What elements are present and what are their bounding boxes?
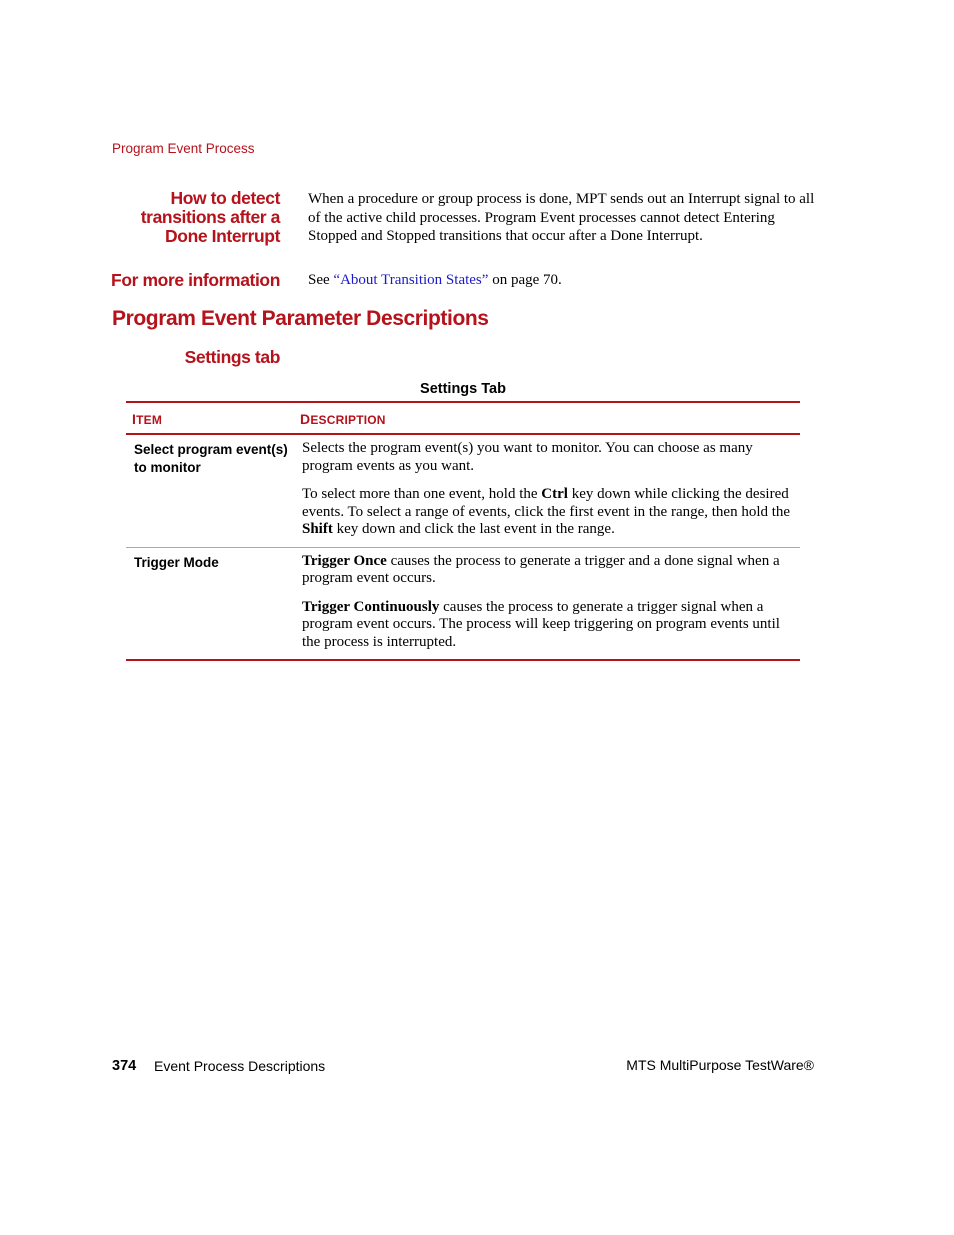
description-paragraph: To select more than one event, hold the Ctrl key down while clicking the desired events. To select a range of events, click the first event in the range, then hold the Shift key down and click the last event in the range. <box>302 486 791 537</box>
description-paragraph: Trigger Once causes the process to generate a trigger and a done signal when a program event occurs. <box>302 552 780 586</box>
trigger-once-term: Trigger Once <box>302 552 387 569</box>
table-row <box>126 435 800 547</box>
detect-heading-line: transitions after a <box>140 207 280 227</box>
more-info-prefix: See <box>308 272 334 288</box>
table-header <box>126 403 800 435</box>
more-info-paragraph <box>308 271 562 290</box>
more-info-suffix: on page 70. <box>488 272 562 288</box>
detect-heading-line: How to detect <box>170 188 280 208</box>
trigger-continuously-term: Trigger Continuously <box>302 598 440 615</box>
table-title: Settings Tab <box>420 381 506 397</box>
item-cell: Select program event(s) to monitor <box>134 442 288 475</box>
description-cell <box>302 548 792 660</box>
footer-chapter: Event Process Descriptions <box>154 1058 326 1074</box>
running-head: Program Event Process <box>112 141 255 156</box>
description-paragraph: Trigger Continuously causes the process to generate a trigger signal when a program event occurs. The process will keep triggering on program events until the process is interrupted. <box>302 598 780 650</box>
settings-tab-heading: Settings tab <box>184 347 280 367</box>
settings-table <box>126 401 800 661</box>
detect-heading-line: Done Interrupt <box>165 226 280 246</box>
shift-key-text: Shift <box>302 521 333 537</box>
item-cell: Trigger Mode <box>134 554 219 570</box>
column-header-description: DESCRIPTION <box>300 411 386 427</box>
table-row <box>126 547 800 660</box>
ctrl-key-text: Ctrl <box>541 486 568 502</box>
footer-product: MTS MultiPurpose TestWare® <box>626 1057 814 1073</box>
description-cell <box>302 435 792 547</box>
detect-heading <box>100 189 280 246</box>
column-header-item: ITEM <box>132 411 163 427</box>
transition-states-link[interactable]: “About Transition States” <box>333 272 489 288</box>
more-info-heading: For more information <box>111 270 280 290</box>
section-title: Program Event Parameter Descriptions <box>112 307 489 330</box>
detect-paragraph: When a procedure or group process is done, MPT sends out an Interrupt signal to all of the active child processes. Program Event processes cannot detect Entering Stopped and Stopped transitions that occur after a Done Interrupt. <box>308 191 815 244</box>
description-paragraph: Selects the program event(s) you want to monitor. You can choose as many program events as you want. <box>302 440 753 474</box>
page-number: 374 <box>112 1058 137 1074</box>
